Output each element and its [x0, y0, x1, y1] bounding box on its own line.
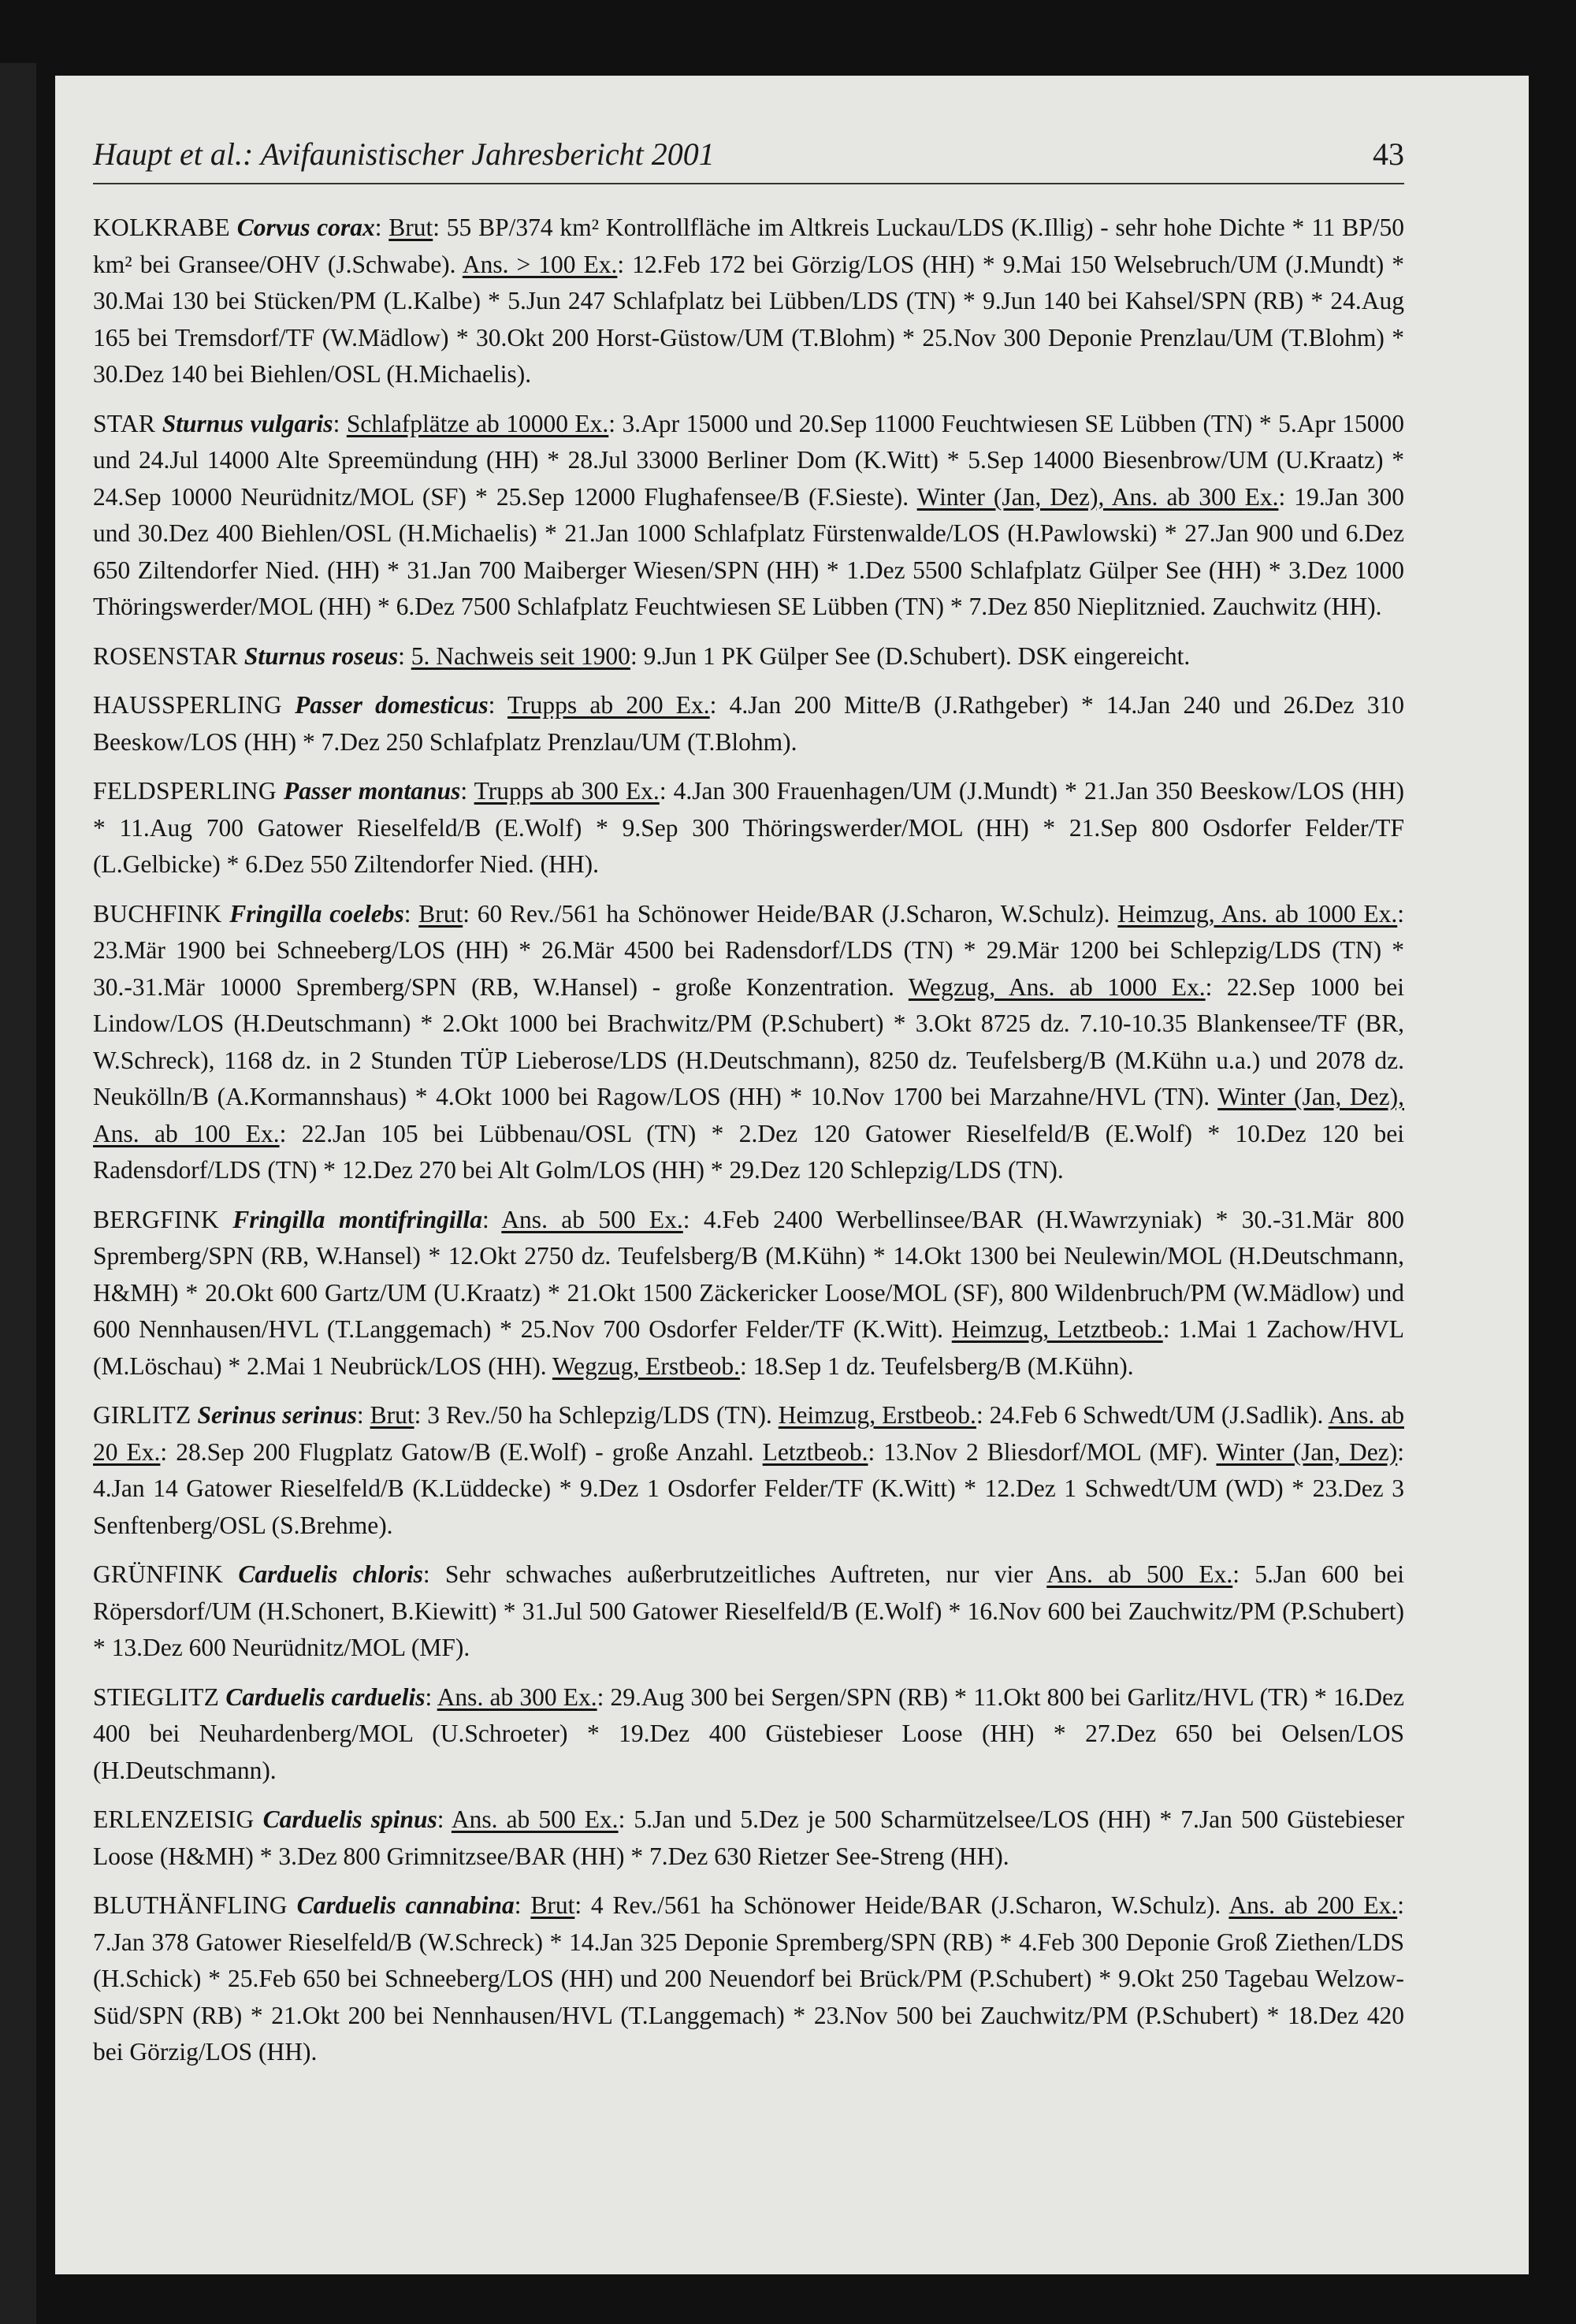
- record-text: : 3.Apr 15000 und 20.Sep 11000 Feuchtwiesen SE Lübben (TN) * 5.Apr 15000 und 24.Jul 14000 Alte Spreemündung (HH) * 28.Jul 33000 Berliner Dom (K.Witt) * 5.Sep 14000 Biesenbrow/UM (U.Kraatz) * 24.Sep 10000 Neurüdnitz/MOL (SF) * 25.Sep 12000 Flughafensee/B (F.Sieste).: [93, 409, 1404, 511]
- record-text: : 12.Feb 172 bei Görzig/LOS (HH) * 9.Mai 150 Welsebruch/UM (J.Mundt) * 30.Mai 130 bei Stücken/PM (L.Kalbe) * 5.Jun 247 Schlafplatz bei Lübben/LDS (TN) * 9.Jun 140 bei Kahsel/SPN (RB) * 24.Aug 165 bei Tremsdorf/TF (W.Mädlow) * 30.Okt 200 Horst-Güstow/UM (T.Blohm) * 25.Nov 300 Deponie Prenzlau/UM (T.Blohm) * 30.Dez 140 bei Biehlen/OSL (H.Michaelis).: [93, 250, 1404, 388]
- record-text: :: [425, 1683, 437, 1711]
- record-text: : 5.Jan und 5.Dez je 500 Scharmützelsee/LOS (HH) * 7.Jan 500 Güstebieser Loose (H&MH) * 3.Dez 800 Grimnitzsee/BAR (HH) * 7.Dez 630 Rietzer See-Streng (HH).: [93, 1805, 1405, 1870]
- running-title: Haupt et al.: Avifaunistischer Jahresbericht 2001: [93, 136, 715, 172]
- category-heading: Brut: [530, 1891, 575, 1919]
- category-heading: Ans. ab 300 Ex.: [437, 1683, 597, 1711]
- species-common-name: STIEGLITZ: [93, 1683, 220, 1711]
- record-text: : 4 Rev./561 ha Schönower Heide/BAR (J.Scharon, W.Schulz).: [574, 1891, 1229, 1919]
- book-spine-edge: [0, 63, 36, 2324]
- page: [55, 76, 1529, 2274]
- category-heading: Wegzug, Ans. ab 1000 Ex.: [908, 972, 1206, 1001]
- species-common-name: BERGFINK: [93, 1205, 219, 1233]
- category-heading: Trupps ab 300 Ex.: [474, 777, 660, 805]
- record-text: :: [403, 899, 419, 928]
- category-heading: Schlafplätze ab 10000 Ex.: [346, 409, 609, 437]
- species-entry: [93, 406, 1404, 626]
- species-common-name: HAUSSPERLING: [93, 691, 282, 719]
- record-text: : 28.Sep 200 Flugplatz Gatow/B (E.Wolf) - große Anzahl.: [160, 1437, 763, 1466]
- category-heading: Ans. > 100 Ex.: [462, 250, 618, 278]
- species-entry: [93, 773, 1404, 883]
- species-latin-name: Sturnus roseus: [243, 641, 399, 670]
- species-latin-name: Passer domesticus: [295, 691, 489, 719]
- record-text: : 4.Feb 2400 Werbellinsee/BAR (H.Wawrzyniak) * 30.-31.Mär 800 Spremberg/SPN (RB, W.Hansel) * 12.Okt 2750 dz. Teufelsberg/B (M.Kühn) * 14.Okt 1300 bei Neulewin/MOL (H.Deutschmann, H&MH) * 20.Okt 600 Gartz/UM (U.Kraatz) * 21.Okt 1500 Zäckericker Loose/MOL (SF), 800 Wildenbruch/PM (W.Mädlow) und 600 Nennhausen/HVL (T.Langgemach) * 25.Nov 700 Osdorfer Felder/TF (K.Witt).: [93, 1205, 1405, 1343]
- record-text: : 13.Nov 2 Bliesdorf/MOL (MF).: [868, 1437, 1217, 1466]
- category-heading: Winter (Jan, Dez): [1216, 1437, 1398, 1466]
- record-text: : 3 Rev./50 ha Schlepzig/LDS (TN).: [414, 1401, 779, 1429]
- record-text: : 29.Aug 300 bei Sergen/SPN (RB) * 11.Okt 800 bei Garlitz/HVL (TR) * 16.Dez 400 bei Neuhardenberg/MOL (U.Schroeter) * 19.Dez 400 Güstebieser Loose (HH) * 27.Dez 650 bei Oelsen/LOS (H.Deutschmann).: [93, 1683, 1404, 1784]
- species-entry: [93, 1887, 1404, 2071]
- species-latin-name: Carduelis spinus: [262, 1805, 437, 1833]
- record-text: : 1.Mai 1 Zachow/HVL (M.Löschau) * 2.Mai 1 Neubrück/LOS (HH).: [93, 1315, 1404, 1380]
- species-entry: [93, 1397, 1404, 1544]
- species-entry: [93, 638, 1404, 675]
- species-latin-name: Fringilla montifringilla: [232, 1205, 482, 1233]
- species-common-name: FELDSPERLING: [93, 777, 277, 805]
- record-text: : 18.Sep 1 dz. Teufelsberg/B (M.Kühn).: [739, 1352, 1134, 1380]
- species-common-name: GRÜNFINK: [93, 1560, 224, 1588]
- species-entry: [93, 1202, 1404, 1385]
- record-text: : 5.Jan 600 bei Röpersdorf/UM (H.Schonert, B.Kiewitt) * 31.Jul 500 Gatower Rieselfeld/B (E.Wolf) * 16.Nov 600 bei Zauchwitz/PM (P.Schubert) * 13.Dez 600 Neurüdnitz/MOL (MF).: [93, 1560, 1404, 1661]
- record-text: : 4.Jan 14 Gatower Rieselfeld/B (K.Lüddecke) * 9.Dez 1 Osdorfer Felder/TF (K.Witt) * 12.Dez 1 Schwedt/UM (WD) * 23.Dez 3 Senftenberg/OSL (S.Brehme).: [93, 1437, 1405, 1539]
- category-heading: Ans. ab 500 Ex.: [1046, 1560, 1233, 1588]
- record-text: : 19.Jan 300 und 30.Dez 400 Biehlen/OSL (H.Michaelis) * 21.Jan 1000 Schlafplatz Fürstenwalde/LOS (H.Pawlowski) * 27.Jan 900 und 6.Dez 650 Ziltendorfer Nied. (HH) * 31.Jan 700 Maiberger Wiesen/SPN (HH) * 1.Dez 5500 Schlafplatz Gülper See (HH) * 3.Dez 1000 Thöringswerder/MOL (HH) * 6.Dez 7500 Schlafplatz Feuchtwiesen SE Lübben (TN) * 7.Dez 850 Nieplitznied. Zauchwitz (HH).: [93, 482, 1404, 620]
- species-latin-name: Sturnus vulgaris: [162, 409, 333, 437]
- species-latin-name: Serinus serinus: [197, 1401, 357, 1429]
- record-text: :: [398, 641, 411, 670]
- record-text: :: [437, 1805, 452, 1833]
- category-heading: Winter (Jan, Dez), Ans. ab 100 Ex.: [93, 1083, 1404, 1147]
- category-heading: Ans. ab 200 Ex.: [1228, 1891, 1398, 1919]
- category-heading: Heimzug, Letztbeob.: [951, 1315, 1163, 1343]
- species-common-name: BUCHFINK: [93, 899, 222, 928]
- record-text: : 24.Feb 6 Schwedt/UM (J.Sadlik).: [976, 1401, 1329, 1429]
- category-heading: 5. Nachweis seit 1900: [411, 641, 630, 670]
- record-text: :: [333, 409, 347, 437]
- species-common-name: GIRLITZ: [93, 1401, 191, 1429]
- record-text: : 9.Jun 1 PK Gülper See (D.Schubert). DSK eingereicht.: [630, 641, 1191, 670]
- record-text: :: [374, 214, 389, 241]
- page-number: 43: [1373, 136, 1404, 172]
- species-latin-name: Passer montanus: [283, 777, 461, 805]
- category-heading: Letztbeob.: [762, 1437, 868, 1466]
- category-heading: Ans. ab 500 Ex.: [501, 1205, 683, 1233]
- species-common-name: BLUTHÄNFLING: [93, 1891, 288, 1919]
- species-latin-name: Carduelis carduelis: [225, 1683, 426, 1711]
- record-text: : 60 Rev./561 ha Schönower Heide/BAR (J.Scharon, W.Schulz).: [463, 899, 1118, 928]
- record-text: :: [460, 777, 474, 805]
- record-text: :: [356, 1401, 370, 1429]
- species-common-name: KOLKRABE: [93, 214, 230, 241]
- species-common-name: STAR: [93, 409, 156, 437]
- record-text: : 4.Jan 300 Frauenhagen/UM (J.Mundt) * 21.Jan 350 Beeskow/LOS (HH) * 11.Aug 700 Gatower Rieselfeld/B (E.Wolf) * 9.Sep 300 Thöringswerder/MOL (HH) * 21.Sep 800 Osdorfer Felder/TF (L.Gelbicke) * 6.Dez 550 Ziltendorfer Nied. (HH).: [93, 777, 1404, 878]
- category-heading: Wegzug, Erstbeob.: [552, 1352, 740, 1380]
- category-heading: Heimzug, Ans. ab 1000 Ex.: [1117, 899, 1398, 928]
- category-heading: Brut: [418, 899, 463, 928]
- record-text: : 23.Mär 1900 bei Schneeberg/LOS (HH) * 26.Mär 4500 bei Radensdorf/LDS (TN) * 29.Mär 1200 bei Schlepzig/LDS (TN) * 30.-31.Mär 10000 Spremberg/SPN (RB, W.Hansel) - große Konzentration.: [93, 899, 1404, 1001]
- category-heading: Trupps ab 200 Ex.: [507, 691, 710, 719]
- category-heading: Winter (Jan, Dez), Ans. ab 300 Ex.: [916, 482, 1279, 511]
- species-common-name: ERLENZEISIG: [93, 1805, 255, 1833]
- category-heading: Heimzug, Erstbeob.: [778, 1401, 976, 1429]
- species-latin-name: Corvus corax: [236, 214, 375, 241]
- category-heading: Ans. ab 500 Ex.: [451, 1805, 619, 1833]
- species-entry: [93, 1802, 1404, 1875]
- category-heading: Brut: [388, 214, 433, 241]
- category-heading: Brut: [370, 1401, 414, 1429]
- category-heading: Ans. ab 20 Ex.: [93, 1401, 1404, 1466]
- record-text: :: [481, 1205, 502, 1233]
- species-entry: [93, 1679, 1404, 1790]
- species-entry: [93, 687, 1404, 760]
- record-text: : 55 BP/374 km² Kontrollfläche im Altkreis Luckau/LDS (K.Illig) - sehr hohe Dichte * 11 BP/50 km² bei Gransee/OHV (J.Schwabe).: [93, 214, 1404, 278]
- species-list: [93, 210, 1404, 2084]
- record-text: :: [488, 691, 508, 719]
- species-latin-name: Carduelis cannabina: [296, 1891, 515, 1919]
- species-entry: [93, 1556, 1404, 1667]
- record-text: : 22.Sep 1000 bei Lindow/LOS (H.Deutschmann) * 2.Okt 1000 bei Brachwitz/PM (P.Schubert) * 3.Okt 8725 dz. 7.10-10.35 Blankensee/TF (BR, W.Schreck), 1168 dz. in 2 Stunden TÜP Lieberose/LDS (H.Deutschmann), 8250 dz. Teufelsberg/B (M.Kühn u.a.) und 2078 dz. Neukölln/B (A.Kormannshaus) * 4.Okt 1000 bei Ragow/LOS (HH) * 10.Nov 1700 bei Marzahne/HVL (TN).: [93, 972, 1404, 1110]
- record-text: : Sehr schwaches außerbrutzeitliches Auftreten, nur vier: [422, 1560, 1047, 1588]
- running-header: [93, 136, 1404, 184]
- record-text: :: [514, 1891, 531, 1919]
- species-entry: [93, 896, 1404, 1189]
- record-text: : 22.Jan 105 bei Lübbenau/OSL (TN) * 2.Dez 120 Gatower Rieselfeld/B (E.Wolf) * 10.Dez 120 bei Radensdorf/LDS (TN) * 12.Dez 270 bei Alt Golm/LOS (HH) * 29.Dez 120 Schlepzig/LDS (TN).: [93, 1119, 1405, 1184]
- record-text: : 4.Jan 200 Mitte/B (J.Rathgeber) * 14.Jan 240 und 26.Dez 310 Beeskow/LOS (HH) * 7.Dez 250 Schlafplatz Prenzlau/UM (T.Blohm).: [93, 691, 1405, 756]
- species-latin-name: Fringilla coelebs: [229, 899, 404, 928]
- record-text: : 7.Jan 378 Gatower Rieselfeld/B (W.Schreck) * 14.Jan 325 Deponie Spremberg/SPN (RB) * 4.Feb 300 Deponie Groß Ziethen/LDS (H.Schick) * 25.Feb 650 bei Schneeberg/LOS (HH) und 200 Neuendorf bei Brück/PM (P.Schubert) * 9.Okt 250 Tagebau Welzow-Süd/SPN (RB) * 21.Okt 200 bei Nennhausen/HVL (T.Langgemach) * 23.Nov 500 bei Zauchwitz/PM (P.Schubert) * 18.Dez 420 bei Görzig/LOS (HH).: [93, 1891, 1404, 2066]
- species-entry: [93, 210, 1404, 393]
- species-common-name: ROSENSTAR: [93, 641, 238, 670]
- species-latin-name: Carduelis chloris: [238, 1560, 423, 1588]
